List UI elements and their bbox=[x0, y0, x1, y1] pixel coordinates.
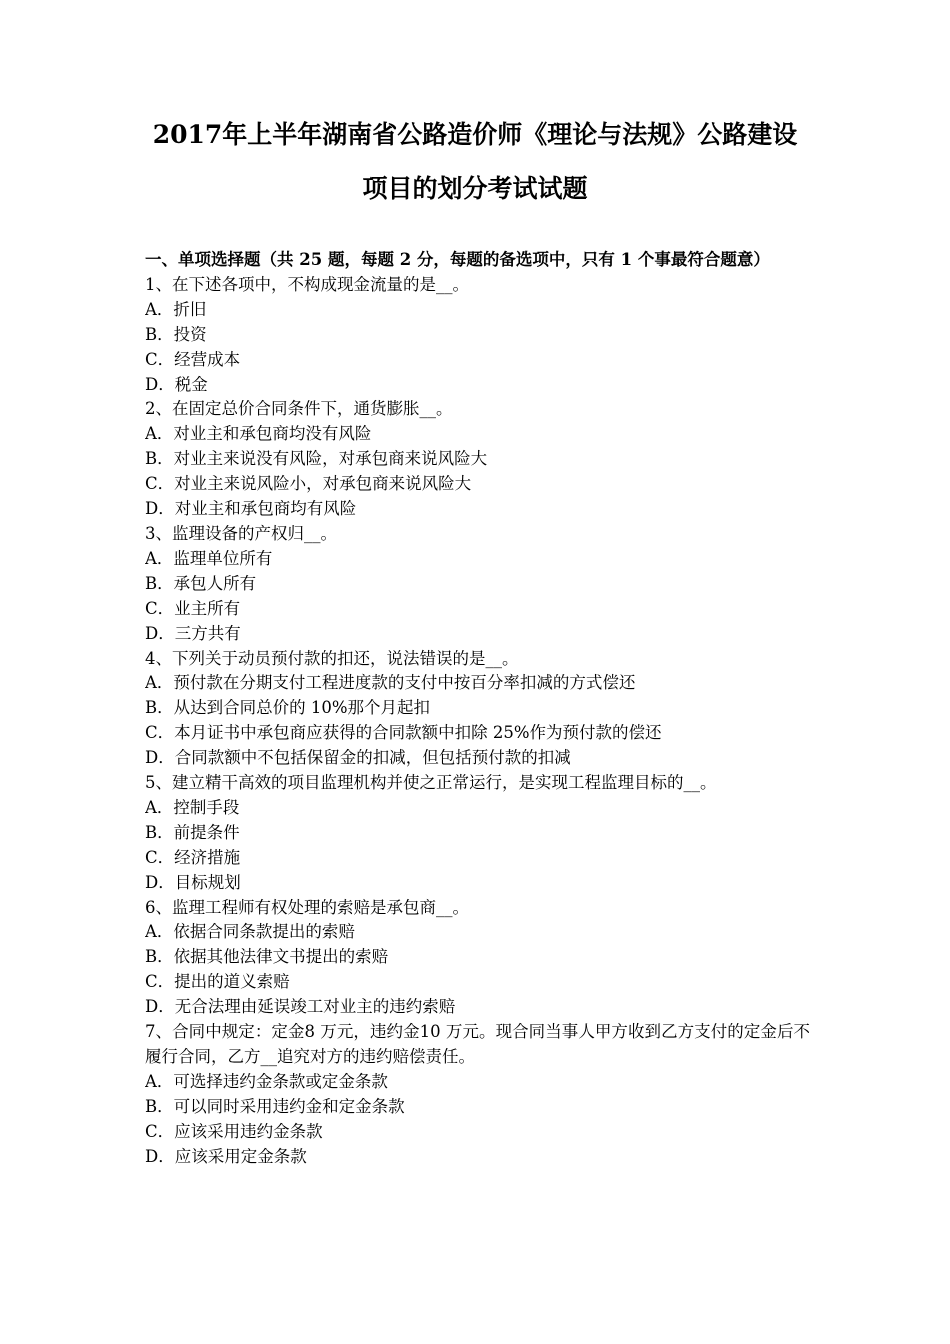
question-1 bbox=[145, 273, 810, 398]
option-a: A．预付款在分期支付工程进度款的支付中按百分率扣减的方式偿还 bbox=[145, 673, 636, 693]
question-3 bbox=[145, 522, 810, 647]
option-a: A．监理单位所有 bbox=[145, 548, 273, 568]
option-b: B．对业主来说没有风险，对承包商来说风险大 bbox=[145, 449, 488, 469]
option-c: C．应该采用违约金条款 bbox=[145, 1121, 323, 1141]
option-b: B．可以同时采用违约金和定金条款 bbox=[145, 1096, 405, 1116]
option-b: B．从达到合同总价的 10%那个月起扣 bbox=[145, 698, 431, 718]
option-d: D．税金 bbox=[145, 374, 208, 394]
question-6 bbox=[145, 896, 810, 1021]
option-c: C．对业主来说风险小，对承包商来说风险大 bbox=[145, 474, 472, 494]
option-a: A．对业主和承包商均没有风险 bbox=[145, 424, 372, 444]
option-c: C．本月证书中承包商应获得的合同款额中扣除 25%作为预付款的偿还 bbox=[145, 723, 662, 743]
option-a: A．控制手段 bbox=[145, 797, 240, 817]
option-a: A．折旧 bbox=[145, 299, 207, 319]
document-body bbox=[145, 248, 810, 1170]
option-d: D．三方共有 bbox=[145, 623, 241, 643]
option-b: B．投资 bbox=[145, 324, 207, 344]
option-d: D．目标规划 bbox=[145, 872, 241, 892]
option-b: B．依据其他法律文书提出的索赔 bbox=[145, 947, 389, 967]
section-heading: 一、单项选择题（共 25 题，每题 2 分，每题的备选项中，只有 1 个事最符合题意） bbox=[145, 250, 770, 269]
option-c: C．经济措施 bbox=[145, 847, 241, 867]
question-2 bbox=[145, 397, 810, 522]
question-stem: 5、建立精干高效的项目监理机构并使之正常运行，是实现工程监理目标的__。 bbox=[145, 773, 717, 793]
question-7 bbox=[145, 1020, 810, 1169]
question-stem: 3、监理设备的产权归__。 bbox=[145, 523, 337, 543]
option-d: D．对业主和承包商均有风险 bbox=[145, 499, 357, 519]
option-b: B．承包人所有 bbox=[145, 573, 257, 593]
question-stem: 2、在固定总价合同条件下，通货膨胀__。 bbox=[145, 399, 453, 419]
document-title-line-2: 项目的划分考试试题 bbox=[362, 174, 588, 203]
option-d: D．应该采用定金条款 bbox=[145, 1146, 307, 1166]
option-c: C．经营成本 bbox=[145, 349, 241, 369]
question-5 bbox=[145, 771, 810, 896]
question-stem: 1、在下述各项中，不构成现金流量的是__。 bbox=[145, 274, 469, 294]
question-stem: 6、监理工程师有权处理的索赔是承包商__。 bbox=[145, 897, 469, 917]
option-a: A．依据合同条款提出的索赔 bbox=[145, 922, 355, 942]
document-title-line-1: 2017年上半年湖南省公路造价师《理论与法规》公路建设 bbox=[152, 120, 798, 149]
option-c: C．提出的道义索赔 bbox=[145, 972, 290, 992]
question-4 bbox=[145, 647, 810, 772]
option-d: D．无合法理由延误竣工对业主的违约索赔 bbox=[145, 997, 456, 1017]
option-d: D．合同款额中不包括保留金的扣减，但包括预付款的扣减 bbox=[145, 748, 571, 768]
option-a: A．可选择违约金条款或定金条款 bbox=[145, 1071, 388, 1091]
question-stem: 4、下列关于动员预付款的扣还，说法错误的是__。 bbox=[145, 648, 519, 668]
option-c: C．业主所有 bbox=[145, 598, 241, 618]
option-b: B．前提条件 bbox=[145, 822, 240, 842]
question-stem: 7、合同中规定：定金8 万元，违约金10 万元。现合同当事人甲方收到乙方支付的定金后不履行合同，乙方__追究对方的违约赔偿责任。 bbox=[145, 1022, 810, 1066]
